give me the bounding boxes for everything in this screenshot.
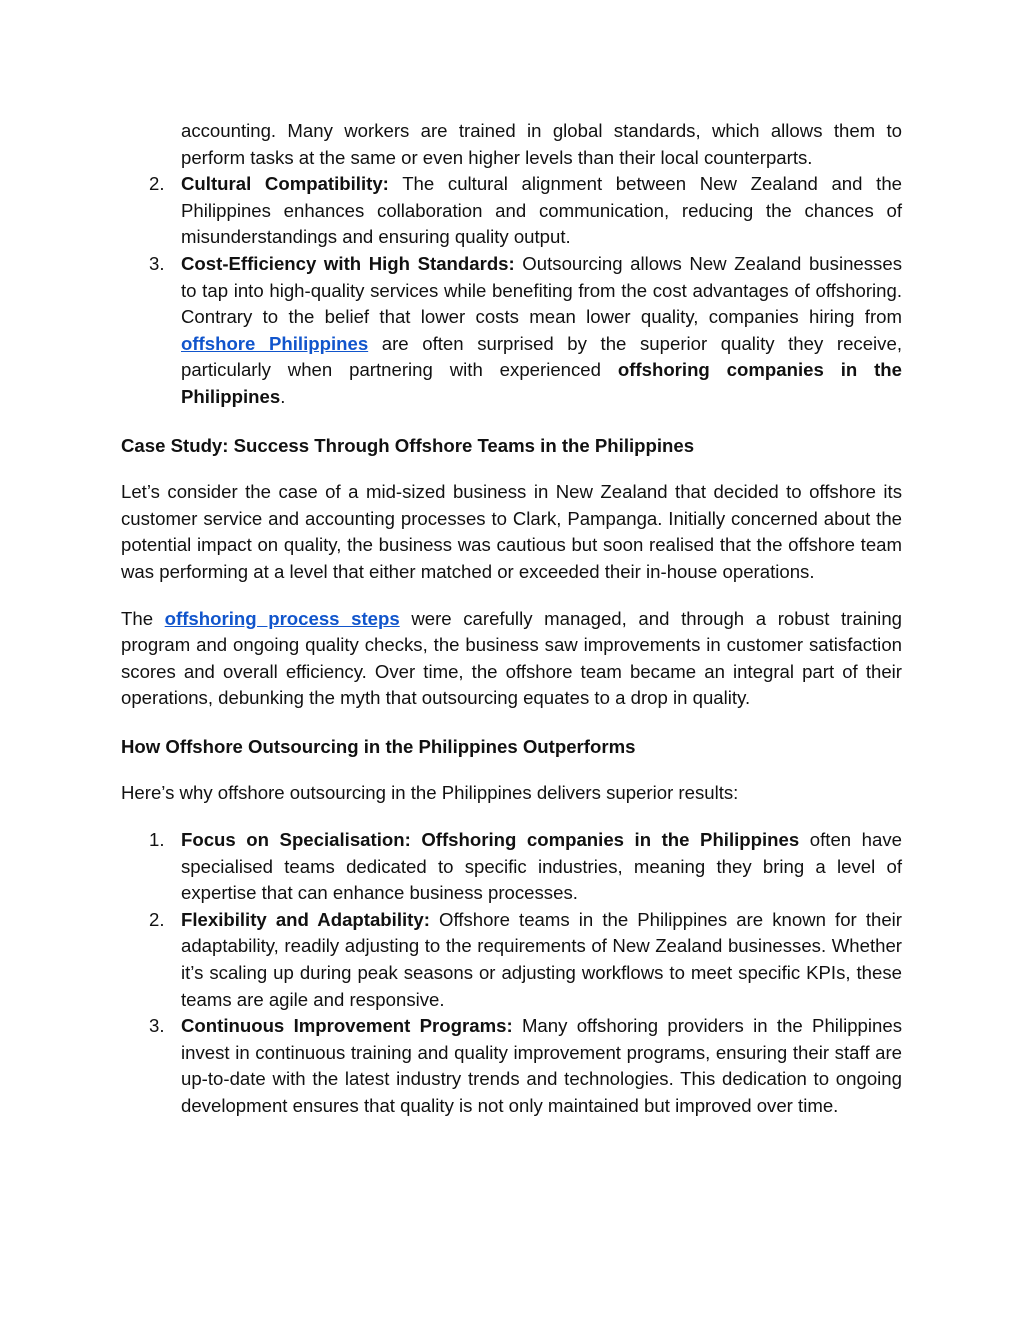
case-study-paragraph-2: The offshoring process steps were carefully managed, and through a robust training program and ongoing quality checks, the business saw improvements in customer satisfaction scores and overall efficiency. Over time, the offshore team became an integral part of their operations, debunking the myth that outsourcing equates to a drop in quality. xyxy=(121,607,902,709)
outperforms-list xyxy=(121,827,902,1120)
list-number: 2. xyxy=(149,908,165,930)
list-item-continuous-improvement xyxy=(121,1013,902,1119)
list-item-text: often have specialised teams dedicated to specific industries, meaning they bring a level of expertise that can enhance business processes. xyxy=(181,829,902,904)
case-study-paragraph-1: Let’s consider the case of a mid-sized business in New Zealand that decided to offshore its customer service and accounting processes to Clark, Pampanga. Initially concerned about the potential impact on quality, the business was cautious but soon realised that the offshore team was performing at a level that either matched or exceeded their in-house operations. xyxy=(121,481,902,582)
document-page xyxy=(121,118,902,1120)
list-item-title: Flexibility and Adaptability: xyxy=(181,908,430,930)
offshore-philippines-link[interactable]: offshore Philippines xyxy=(181,332,369,354)
list-item-continued: accounting. Many workers are trained in global standards, which allows them to perform tasks at the same or even higher levels than their local counterparts. xyxy=(181,120,902,168)
list-item-text: Offshore teams in the Philippines are known for their adaptability, readily adjusting to the requirements of New Zealand businesses. Whether it’s scaling up during peak seasons or adjusting workflows to meet specific KPIs, these teams are agile and responsive. xyxy=(181,908,902,1010)
list-item-bold-text: offshoring companies in the Philippines xyxy=(181,359,902,407)
case-study-heading: Case Study: Success Through Offshore Teams in the Philippines xyxy=(121,434,695,456)
list-item-text: are often surprised by the superior quality they receive, particularly when partnering with experienced xyxy=(181,332,902,381)
list-item-title: Continuous Improvement Programs: xyxy=(181,1015,513,1037)
list-item-cost-efficiency: 3. Cost-Efficiency with High Standards: Outsourcing allows New Zealand businesses to tap into high-quality services while benefiting from the cost advantages of offshoring. Contrary to the belief that lower costs mean lower quality, companies hiring from offshore Philippines are often surprised by the superior quality they receive, particularly when partnering with experienced offshoring companies in the Philippines. xyxy=(149,252,902,407)
list-item-text: Many offshoring providers in the Philippines invest in continuous training and quality improvement programs, ensuring their staff are up-to-date with the latest industry trends and technologies. This dedication to ongoing development ensures that quality is not only maintained but improved over time. xyxy=(181,1015,902,1116)
list-item-cultural-compatibility xyxy=(121,171,902,251)
offshoring-process-steps-link[interactable]: offshoring process steps xyxy=(164,607,400,629)
list-item-text: The cultural alignment between New Zealand and the Philippines enhances collaboration and communication, reducing the chances of misunderstandings and ensuring quality output. xyxy=(181,173,902,248)
list-number: 3. xyxy=(149,1015,165,1037)
list-item-title: Cost-Efficiency with High Standards: xyxy=(181,252,515,274)
list-item-text: Outsourcing allows New Zealand businesses to tap into high-quality services while benefiting from the cost advantages of offshoring. Contrary to the belief that lower costs mean lower quality, companies hiring from xyxy=(181,252,902,328)
list-item-title: Cultural Compatibility: xyxy=(181,173,389,195)
list-number: 2. xyxy=(149,173,165,195)
benefits-list-continued xyxy=(121,118,902,411)
list-number: 1. xyxy=(149,829,165,851)
list-item-title: Focus on Specialisation: Offshoring companies in the Philippines xyxy=(181,829,800,851)
outperforms-intro: Here’s why offshore outsourcing in the Philippines delivers superior results: xyxy=(121,782,739,804)
list-item-flexibility xyxy=(121,907,902,1013)
list-item-specialisation xyxy=(121,827,902,907)
outperforms-heading: How Offshore Outsourcing in the Philippines Outperforms xyxy=(121,735,636,757)
list-number: 3. xyxy=(149,252,165,274)
